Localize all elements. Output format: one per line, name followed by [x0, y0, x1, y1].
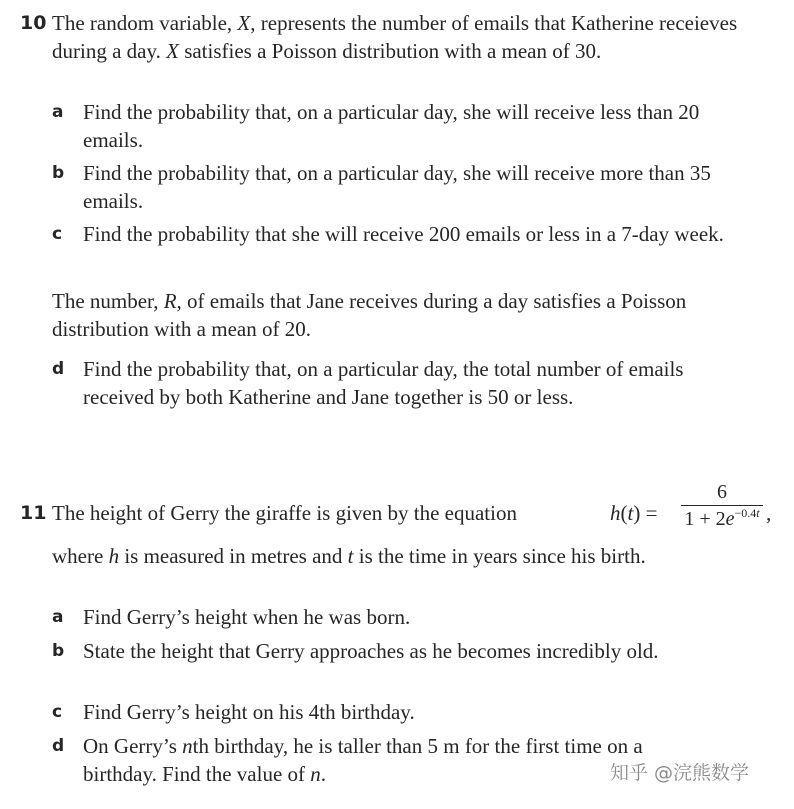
part-text: Find the probability that, on a particular day, the total number of emails received by both Katherine and Jane together is 50 or less. — [83, 357, 684, 409]
part-text: Find Gerry’s height on his 4th birthday. — [83, 700, 415, 724]
question-10 — [0, 10, 794, 65]
question-10-part-d — [0, 356, 794, 411]
part-text: State the height that Gerry approaches as he becomes incredibly old. — [83, 639, 659, 663]
question-10-part-c — [0, 221, 794, 249]
question-11-part-b — [0, 638, 794, 666]
part-label: b — [52, 163, 65, 183]
part-label: d — [52, 359, 65, 379]
question-10-part-a — [0, 99, 794, 154]
equation-lhs: h(t) = — [610, 501, 658, 525]
question-11-part-a — [0, 604, 794, 632]
question-11 — [0, 481, 794, 530]
question-intro: The random variable, X, represents the number of emails that Katherine receieves during a day. X satisfies a Poisson distribution with a mean of 30. — [52, 11, 738, 63]
question-number: 10 — [20, 12, 47, 34]
question-11-cont — [0, 543, 794, 571]
middle-text: The number, R, of emails that Jane receives during a day satisfies a Poisson distribution with a mean of 20. — [52, 289, 687, 341]
part-label: a — [52, 102, 64, 122]
question-11-part-c — [0, 699, 794, 727]
part-text: Find the probability that, on a particular day, she will receive more than 35 emails. — [83, 161, 711, 213]
equation-comma: , — [766, 501, 772, 525]
part-text: On Gerry’s nth birthday, he is taller than 5 m for the first time on a birthday. Find the value of n. — [83, 734, 643, 786]
question-lead: The height of Gerry the giraffe is given by the equation — [52, 501, 517, 525]
part-text: Find the probability that, on a particular day, she will receive less than 20 emails. — [83, 100, 700, 152]
part-text: Find Gerry’s height when he was born. — [83, 605, 411, 629]
part-label: c — [52, 224, 63, 244]
part-label: c — [52, 702, 63, 722]
part-label: d — [52, 736, 65, 756]
question-10-middle — [0, 288, 794, 343]
equation-denominator: $1 + 2e^{-0.4t}$ — [684, 506, 760, 530]
part-label: a — [52, 607, 64, 627]
equation-numerator: 6 — [717, 481, 727, 503]
equation-fraction — [677, 480, 767, 531]
part-text: Find the probability that she will receive 200 emails or less in a 7-day week. — [83, 222, 724, 246]
part-label: b — [52, 641, 65, 661]
watermark: 知乎 @浣熊数学 — [610, 762, 750, 784]
question-cont: where h is measured in metres and t is the time in years since his birth. — [52, 544, 646, 568]
question-10-part-b — [0, 160, 794, 215]
question-number: 11 — [20, 502, 47, 524]
